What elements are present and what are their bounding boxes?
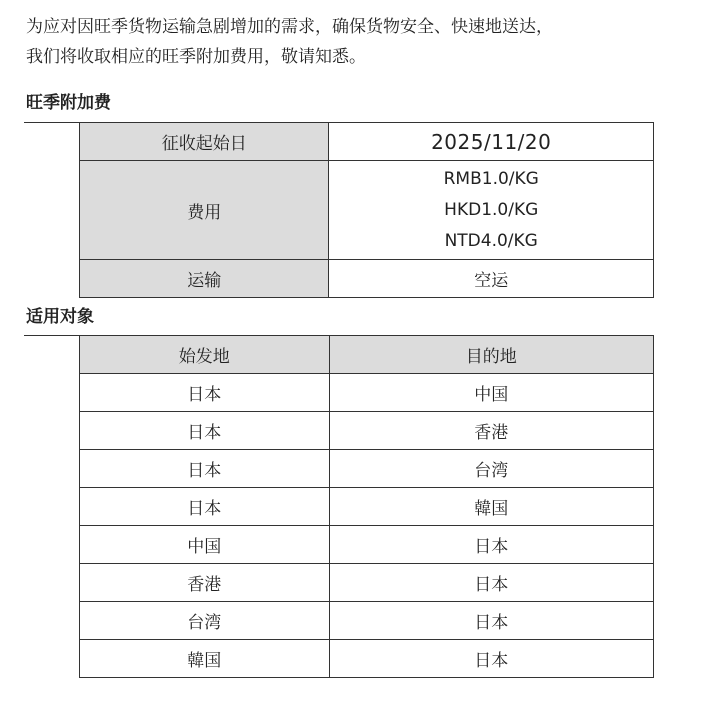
surcharge-table bbox=[79, 122, 654, 298]
table-row bbox=[80, 412, 654, 450]
fee-rmb: RMB1.0/KG bbox=[443, 168, 539, 189]
fee-hkd: HKD1.0/KG bbox=[444, 199, 539, 220]
destination-cell: 中国 bbox=[329, 374, 653, 412]
origin-cell: 日本 bbox=[80, 374, 330, 412]
section-divider bbox=[24, 122, 80, 123]
table-row bbox=[80, 526, 654, 564]
transport-value: 空运 bbox=[329, 260, 654, 298]
fee-label: 费用 bbox=[80, 161, 329, 260]
destination-cell: 日本 bbox=[329, 602, 653, 640]
table-row bbox=[80, 488, 654, 526]
fee-values bbox=[329, 161, 654, 260]
transport-label: 运输 bbox=[80, 260, 329, 298]
intro-line-2: 我们将收取相应的旺季附加费用，敬请知悉。 bbox=[26, 47, 366, 67]
table-row bbox=[80, 450, 654, 488]
destination-cell: 香港 bbox=[329, 412, 653, 450]
origin-cell: 中国 bbox=[80, 526, 330, 564]
start-date-label: 征收起始日 bbox=[80, 123, 329, 161]
destination-cell: 日本 bbox=[329, 564, 653, 602]
destination-cell: 日本 bbox=[329, 526, 653, 564]
intro-text bbox=[26, 12, 553, 72]
table-header-row bbox=[80, 336, 654, 374]
surcharge-section-title: 旺季附加费 bbox=[26, 93, 111, 113]
table-row bbox=[80, 374, 654, 412]
start-date-value: 2025/11/20 bbox=[329, 123, 654, 161]
origin-cell: 日本 bbox=[80, 488, 330, 526]
scope-section-title: 适用对象 bbox=[26, 307, 94, 327]
table-row bbox=[80, 260, 654, 298]
destination-cell: 日本 bbox=[329, 640, 653, 678]
table-row bbox=[80, 564, 654, 602]
origin-cell: 香港 bbox=[80, 564, 330, 602]
destination-header: 目的地 bbox=[329, 336, 653, 374]
table-row bbox=[80, 161, 654, 260]
destination-cell: 台湾 bbox=[329, 450, 653, 488]
origin-header: 始发地 bbox=[80, 336, 330, 374]
fee-ntd: NTD4.0/KG bbox=[444, 230, 538, 251]
origin-cell: 台湾 bbox=[80, 602, 330, 640]
origin-cell: 日本 bbox=[80, 412, 330, 450]
section-divider bbox=[24, 335, 80, 336]
table-row bbox=[80, 640, 654, 678]
origin-cell: 韓国 bbox=[80, 640, 330, 678]
route-table bbox=[79, 335, 654, 678]
destination-cell: 韓国 bbox=[329, 488, 653, 526]
origin-cell: 日本 bbox=[80, 450, 330, 488]
table-row bbox=[80, 123, 654, 161]
intro-line-1: 为应对因旺季货物运输急剧增加的需求，确保货物安全、快速地送达， bbox=[26, 17, 553, 37]
table-row bbox=[80, 602, 654, 640]
